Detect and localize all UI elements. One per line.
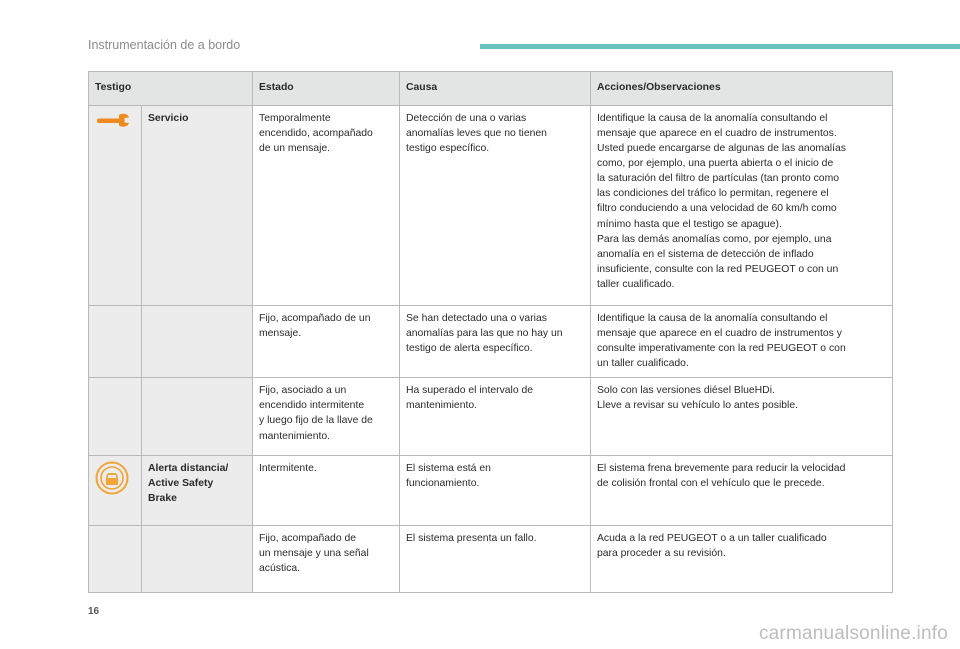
page-number: 16 — [88, 606, 100, 617]
icon-cell — [89, 106, 142, 306]
icon-cell — [89, 456, 142, 526]
estado-cell: Fijo, acompañado de un mensaje y una señal acústica. — [253, 526, 400, 593]
acciones-cell: Identifique la causa de la anomalía consultando el mensaje que aparece en el cuadro de instrumentos y consulte imperativamente con la red PEUGEOT o con un taller cualificado. — [591, 306, 893, 378]
active-safety-brake-icon — [95, 487, 129, 498]
causa-cell: El sistema presenta un fallo. — [400, 526, 591, 593]
column-header-testigo: Testigo — [89, 72, 253, 106]
section-title: Instrumentación de a bordo — [88, 38, 241, 52]
table-row — [89, 306, 893, 378]
wrench-icon — [95, 121, 131, 132]
column-header-estado: Estado — [253, 72, 400, 106]
acciones-cell: Solo con las versiones diésel BlueHDi. Lleve a revisar su vehículo lo antes posible. — [591, 378, 893, 456]
table-row — [89, 106, 893, 306]
warning-name: Alerta distancia/ Active Safety Brake — [142, 456, 253, 526]
icon-cell-empty — [89, 378, 142, 456]
causa-cell: Ha superado el intervalo de mantenimiento. — [400, 378, 591, 456]
header-accent-bar — [480, 44, 960, 49]
causa-cell: Se han detectado una o varias anomalías para las que no hay un testigo de alerta específico. — [400, 306, 591, 378]
estado-cell: Temporalmente encendido, acompañado de un mensaje. — [253, 106, 400, 306]
warning-name: Servicio — [142, 106, 253, 306]
causa-cell: Detección de una o varias anomalías leves que no tienen testigo específico. — [400, 106, 591, 306]
table-row — [89, 526, 893, 593]
table-row — [89, 378, 893, 456]
table-header-row — [89, 72, 893, 106]
warning-lights-table — [88, 71, 893, 593]
column-header-causa: Causa — [400, 72, 591, 106]
column-header-acciones: Acciones/Observaciones — [591, 72, 893, 106]
watermark: carmanualsonline.info — [758, 623, 948, 644]
icon-cell-empty — [89, 306, 142, 378]
causa-cell: El sistema está en funcionamiento. — [400, 456, 591, 526]
acciones-cell: El sistema frena brevemente para reducir la velocidad de colisión frontal con el vehículo que le precede. — [591, 456, 893, 526]
name-cell-empty — [142, 378, 253, 456]
icon-cell-empty — [89, 526, 142, 593]
estado-cell: Fijo, acompañado de un mensaje. — [253, 306, 400, 378]
estado-cell: Intermitente. — [253, 456, 400, 526]
name-cell-empty — [142, 526, 253, 593]
name-cell-empty — [142, 306, 253, 378]
acciones-cell: Acuda a la red PEUGEOT o a un taller cualificado para proceder a su revisión. — [591, 526, 893, 593]
estado-cell: Fijo, asociado a un encendido intermitente y luego fijo de la llave de mantenimiento. — [253, 378, 400, 456]
table-row — [89, 456, 893, 526]
acciones-cell: Identifique la causa de la anomalía consultando el mensaje que aparece en el cuadro de instrumentos. Usted puede encargarse de algunas de las anomalías como, por ejemplo, una puerta abierta o el inicio de la saturación del filtro de partículas (tan pronto como las condiciones del tráfico lo permitan, regenere el filtro conduciendo a una velocidad de 60 km/h como mínimo hasta que el testigo se apague). Para las demás anomalías como, por ejemplo, una anomalía en el sistema de detección de inflado insuficiente, consulte con la red PEUGEOT o con un taller cualificado. — [591, 106, 893, 306]
